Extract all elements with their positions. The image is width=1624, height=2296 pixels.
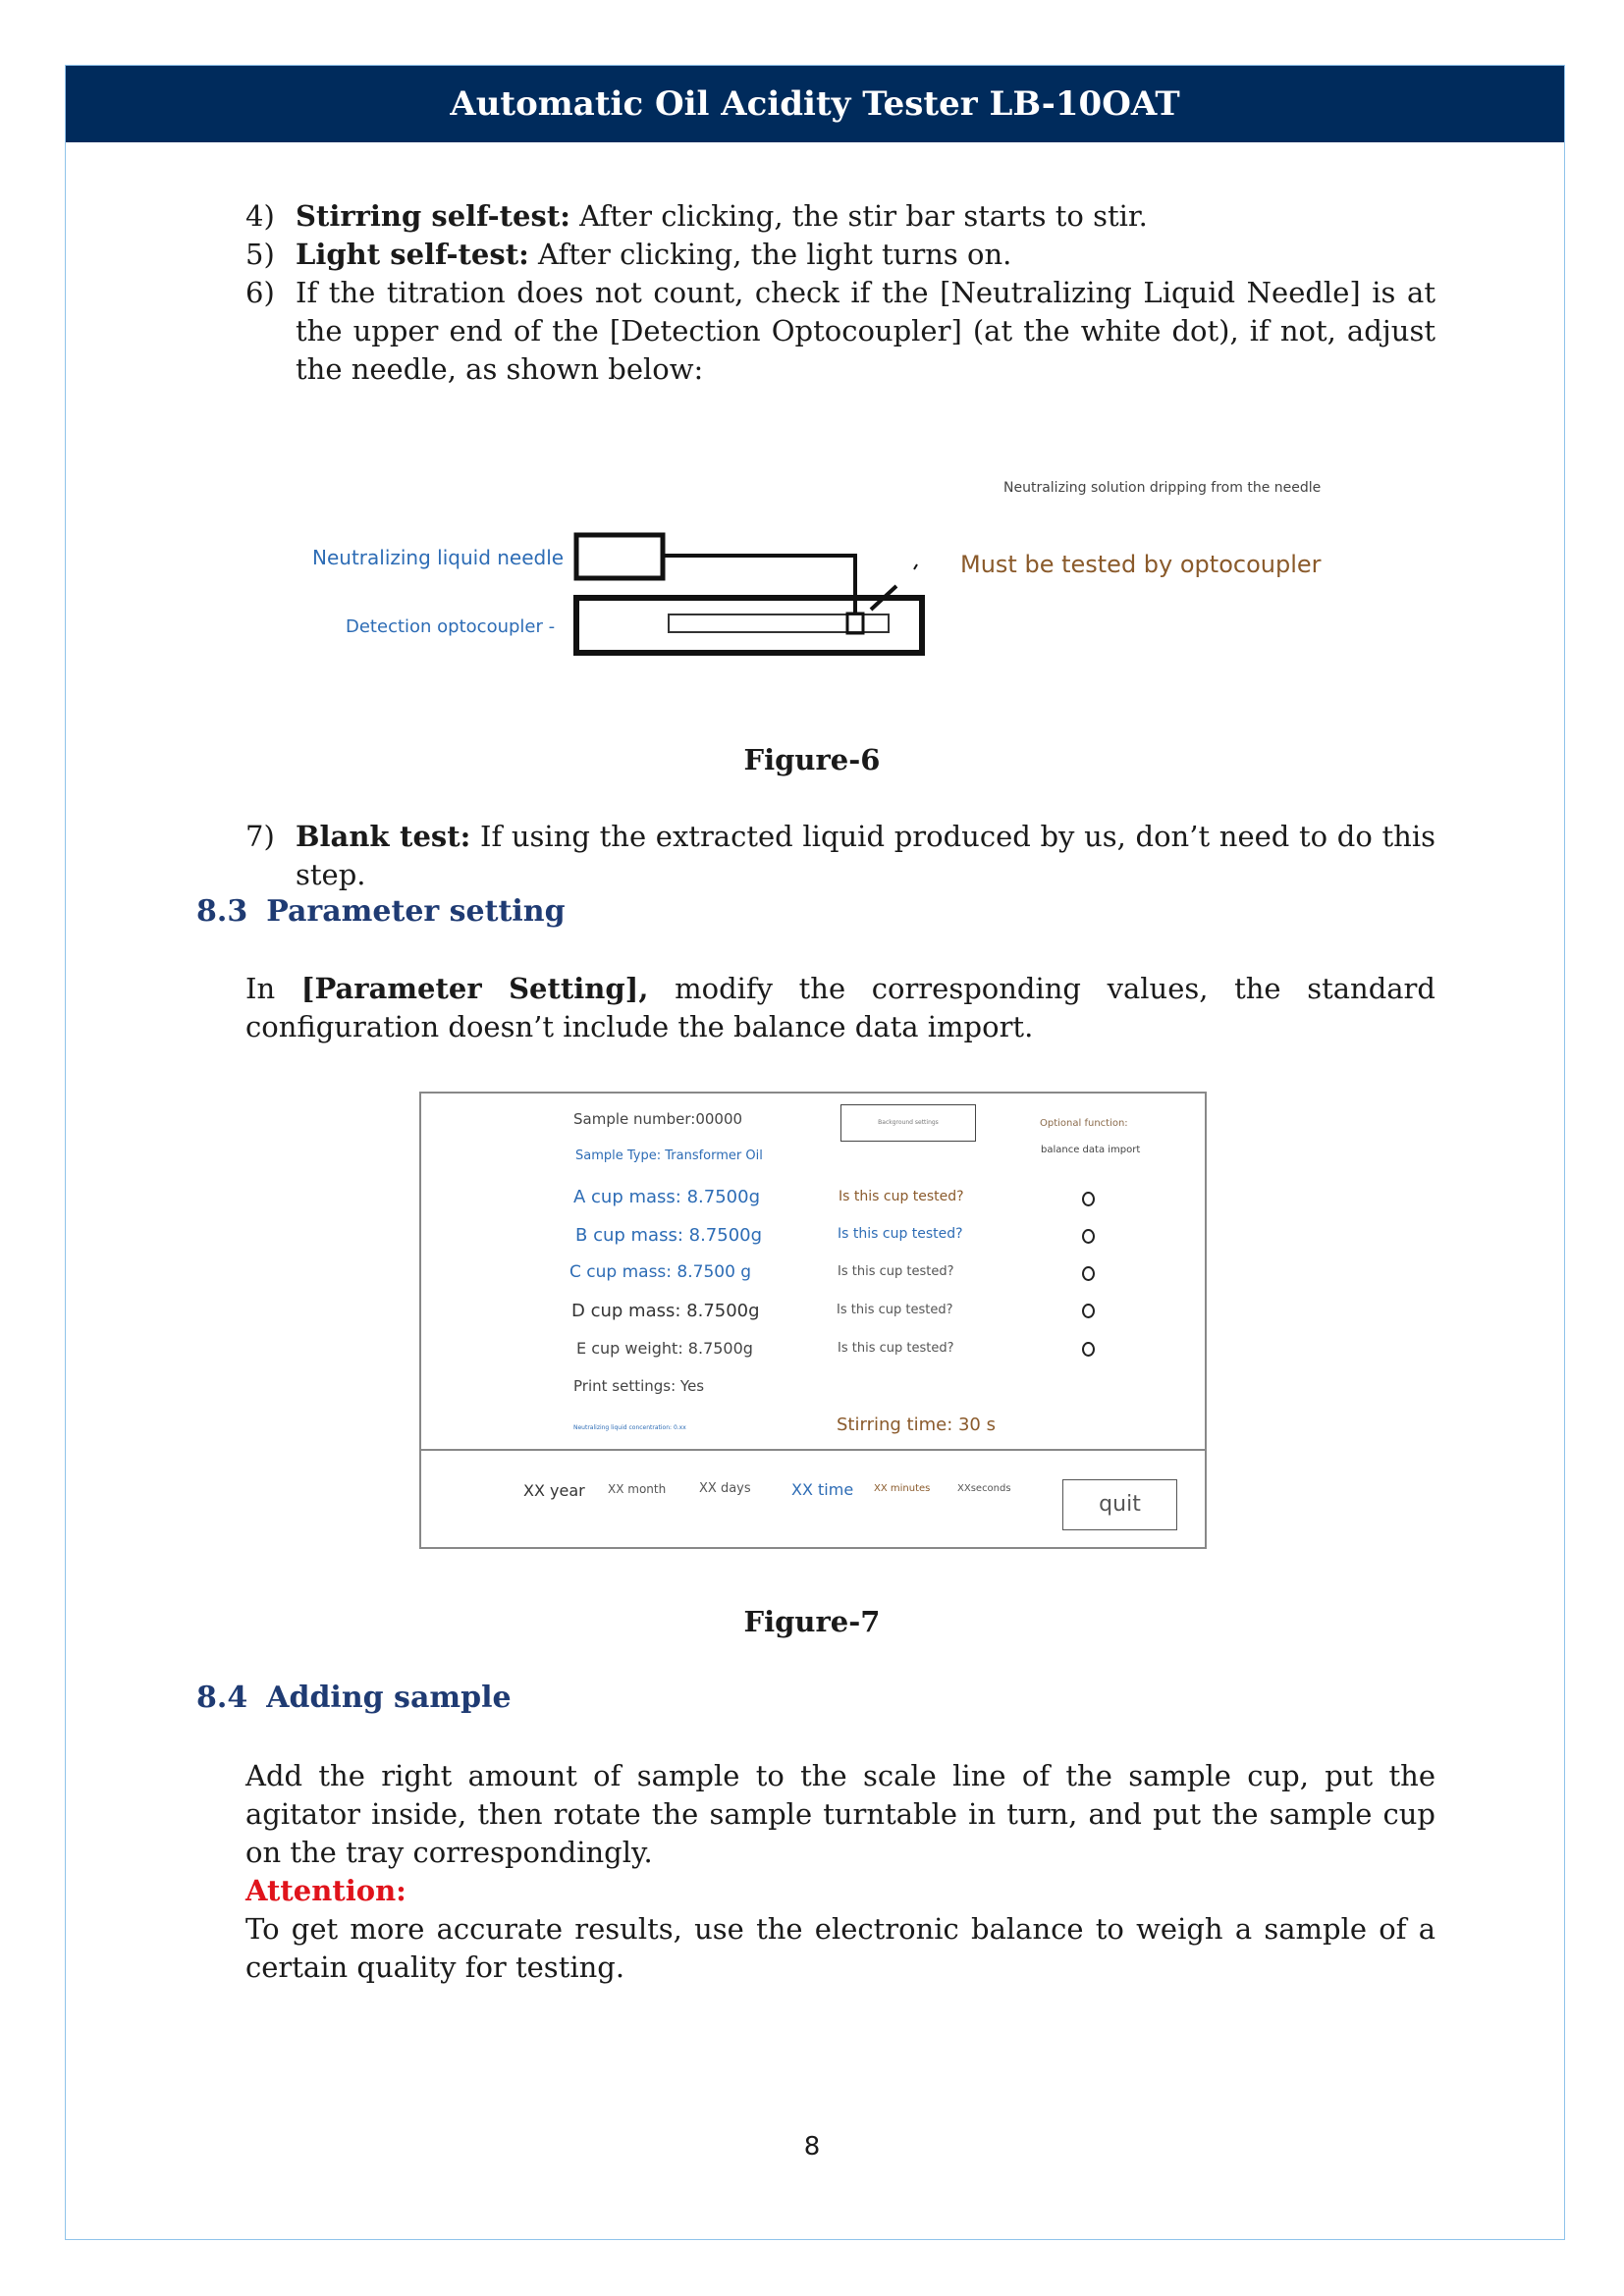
date-seconds: XXseconds <box>957 1483 1011 1494</box>
cup-e-radio[interactable] <box>1082 1342 1095 1357</box>
list-item <box>245 236 1435 274</box>
cup-c-mass: C cup mass: 8.7500 g <box>569 1262 752 1282</box>
dripping-label: Neutralizing solution dripping from the needle <box>1003 480 1322 496</box>
section-title: Adding sample <box>266 1681 512 1715</box>
figure-7-caption: Figure-7 <box>743 1605 881 1638</box>
paragraph-bold: [Parameter Setting], <box>300 972 649 1005</box>
cup-a-mass: A cup mass: 8.7500g <box>573 1187 761 1207</box>
section-number: 8.3 <box>196 894 248 929</box>
list-item <box>245 274 1435 389</box>
optocoupler-note: Must be tested by optocoupler <box>960 551 1322 578</box>
list-item-heading: Light self-test: <box>296 238 529 271</box>
attention-text: To get more accurate results, use the electronic balance to weigh a sample of a certain quality for testing. <box>245 1912 1435 1984</box>
section-heading-8-4 <box>196 1681 512 1715</box>
paragraph-prefix: In <box>245 972 301 1005</box>
needle-label: Neutralizing liquid needle <box>312 546 565 569</box>
paragraph-8-3 <box>245 970 1435 1046</box>
page-number: 8 <box>803 2132 821 2162</box>
list-item-heading: Stirring self-test: <box>296 199 570 233</box>
date-time: XX time <box>791 1480 854 1499</box>
list-item-text: If the titration does not count, check if the [Neutralizing Liquid Needle] is at the upper end of the [Detection Optocoupler] (at the white dot), if not, adjust the needle, as shown below: <box>296 276 1435 386</box>
paragraph-8-4: Add the right amount of sample to the scale line of the sample cup, put the agitator inside, then rotate the sample turntable in turn, and put the sample cup on the tray correspondingly. <box>245 1759 1435 1869</box>
optional-function-label: Optional function: <box>1040 1118 1128 1129</box>
date-month: XX month <box>608 1482 667 1496</box>
sample-number: Sample number:00000 <box>573 1110 743 1128</box>
cup-b-radio[interactable] <box>1082 1229 1095 1244</box>
section-number: 8.4 <box>196 1681 248 1715</box>
list-number: 7) <box>245 820 275 853</box>
section-title: Parameter setting <box>266 894 566 929</box>
stirring-time: Stirring time: 30 s <box>837 1415 996 1435</box>
quit-button[interactable]: quit <box>1062 1479 1177 1530</box>
list-item <box>245 197 1435 236</box>
optocoupler-label: Detection optocoupler - <box>346 616 556 637</box>
cup-b-question: Is this cup tested? <box>838 1226 963 1242</box>
date-minutes: XX minutes <box>874 1483 931 1494</box>
cup-a-radio[interactable] <box>1082 1192 1095 1206</box>
list-item-text: After clicking, the stir bar starts to stir. <box>569 199 1148 233</box>
cup-d-mass: D cup mass: 8.7500g <box>571 1301 760 1321</box>
needle-optocoupler-diagram <box>565 525 938 658</box>
list-number: 5) <box>245 238 275 271</box>
section-heading-8-3 <box>196 894 566 929</box>
page-header <box>66 66 1564 142</box>
cup-c-question: Is this cup tested? <box>838 1264 954 1279</box>
cup-b-mass: B cup mass: 8.7500g <box>575 1225 763 1246</box>
cup-e-mass: E cup weight: 8.7500g <box>576 1339 753 1358</box>
print-settings: Print settings: Yes <box>573 1377 705 1395</box>
background-settings-button[interactable]: Background settings <box>840 1104 976 1142</box>
footer-divider <box>421 1449 1205 1451</box>
balance-import-label: balance data import <box>1041 1145 1141 1155</box>
neutralizing-concentration: Neutralizing liquid concentration: 0.xx <box>573 1424 686 1431</box>
figure-7-parameter-screen <box>419 1092 1207 1549</box>
paragraph-text: modify the corresponding values, the standard configuration doesn’t include the balance data import. <box>245 972 1435 1043</box>
cup-d-radio[interactable] <box>1082 1304 1095 1318</box>
figure-6-caption: Figure-6 <box>743 743 881 776</box>
sample-type: Sample Type: Transformer Oil <box>575 1148 763 1163</box>
list-number: 6) <box>245 276 275 309</box>
list-number: 4) <box>245 199 275 233</box>
cup-a-question: Is this cup tested? <box>839 1189 964 1204</box>
list-item-text: If using the extracted liquid produced by us, don’t need to do this step. <box>296 820 1435 891</box>
list-item-text: After clicking, the light turns on. <box>528 238 1012 271</box>
list-item-heading: Blank test: <box>296 820 471 853</box>
attention-label: Attention: <box>245 1874 406 1907</box>
cup-d-question: Is this cup tested? <box>837 1303 953 1317</box>
cup-e-question: Is this cup tested? <box>838 1341 954 1356</box>
date-year: XX year <box>523 1481 585 1500</box>
header-title: Automatic Oil Acidity Tester LB-10OAT <box>450 84 1180 124</box>
date-days: XX days <box>699 1481 751 1496</box>
list-item <box>245 818 1435 894</box>
cup-c-radio[interactable] <box>1082 1266 1095 1281</box>
